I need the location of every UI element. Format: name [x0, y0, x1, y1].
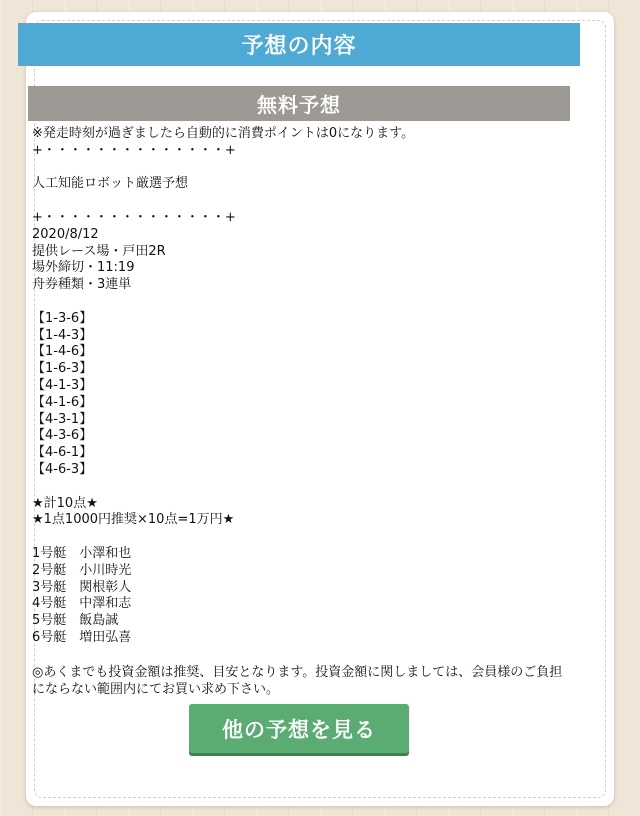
combination-item: 【4-3-6】 [32, 428, 93, 444]
separator-bottom: +・・・・・・・・・・・・・・+ [32, 209, 236, 225]
boat-row [32, 596, 568, 613]
boat-racer: 関根彰人 [79, 579, 132, 595]
separator-top: +・・・・・・・・・・・・・・+ [32, 142, 236, 158]
view-other-predictions-button[interactable]: 他の予想を見る [189, 704, 409, 753]
boat-number: 4号艇 [32, 596, 67, 612]
boat-row [32, 613, 568, 630]
boat-number: 5号艇 [32, 613, 67, 629]
boat-number: 1号艇 [32, 545, 67, 561]
race-venue: 提供レース場・戸田2R [32, 243, 166, 259]
page-title: 予想の内容 [18, 23, 580, 66]
boat-row [32, 580, 568, 597]
combination-item: 【4-1-6】 [32, 394, 93, 410]
boat-row [32, 630, 568, 647]
race-deadline: 場外締切・11:19 [32, 260, 135, 276]
disclaimer-text: ◎あくまでも投資金額は推奨、目安となります。投資金額に関しましては、会員様のご負担にならない範囲内にてお買い求め下さい。 [32, 664, 563, 697]
combination-item: 【4-3-1】 [32, 411, 93, 427]
boat-racer: 増田弘喜 [79, 629, 132, 645]
notice-text: ※発走時刻が過ぎましたら自動的に消費ポイントは0になります。 [32, 126, 415, 141]
total-points: ★計10点★ [32, 495, 98, 511]
prediction-content [32, 126, 568, 698]
combination-item: 【1-4-6】 [32, 344, 93, 360]
combination-item: 【1-3-6】 [32, 310, 93, 326]
boat-number: 2号艇 [32, 562, 67, 578]
prediction-heading: 人工知能ロボット厳選予想 [32, 176, 189, 192]
combination-item: 【1-6-3】 [32, 361, 93, 377]
boat-number: 3号艇 [32, 579, 67, 595]
boat-racer: 飯島誠 [79, 613, 119, 629]
combination-item: 【4-6-1】 [32, 445, 93, 461]
combination-item: 【4-6-3】 [32, 461, 93, 477]
ticket-type: 舟券種類・3連単 [32, 277, 132, 293]
bet-recommendation: ★1点1000円推奨×10点=1万円★ [32, 512, 235, 528]
boat-number: 6号艇 [32, 629, 67, 645]
race-date: 2020/8/12 [32, 226, 99, 242]
boat-row [32, 546, 568, 563]
boat-racer: 小川時光 [79, 562, 132, 578]
boat-racer: 中澤和志 [79, 596, 132, 612]
section-title: 無料予想 [28, 86, 570, 121]
boat-racer: 小澤和也 [79, 545, 132, 561]
combination-item: 【4-1-3】 [32, 377, 93, 393]
combination-item: 【1-4-3】 [32, 327, 93, 343]
boat-row [32, 563, 568, 580]
